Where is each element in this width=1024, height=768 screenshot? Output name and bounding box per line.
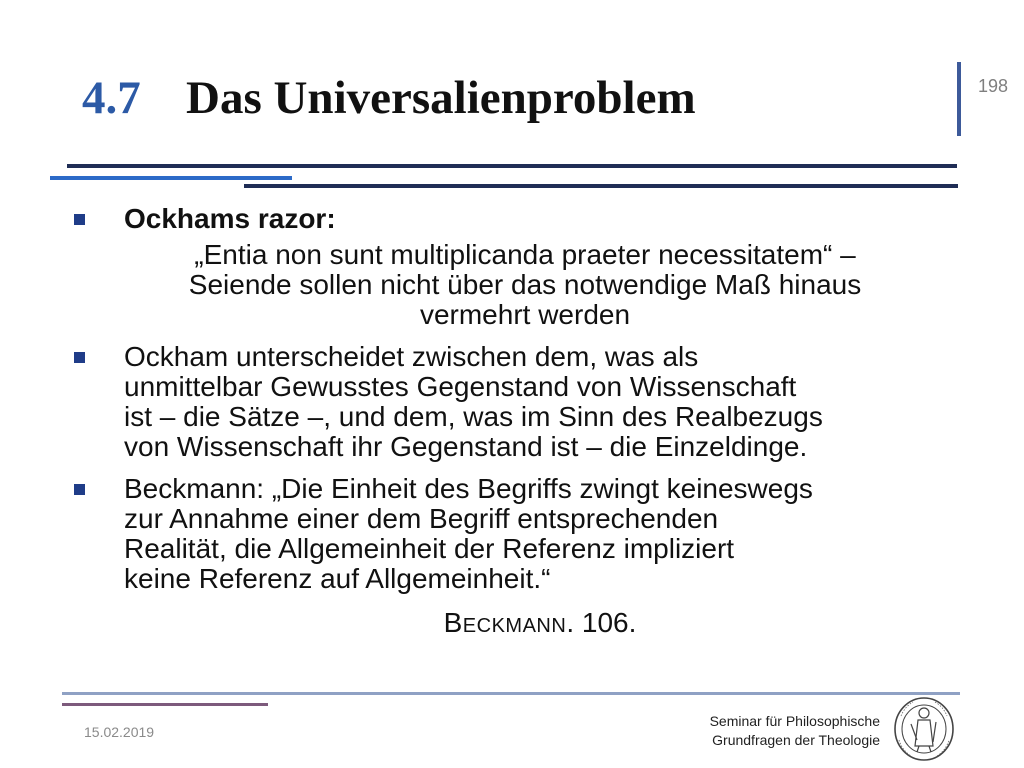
citation-page: . 106. [566, 607, 637, 638]
bullet-line: unmittelbar Gewusstes Gegenstand von Wissenschaft [124, 371, 797, 402]
quote-line: vermehrt werden [419, 299, 631, 330]
title-rule-accent [50, 176, 292, 180]
footer-date: 15.02.2019 [84, 724, 155, 740]
page-number: 198 [978, 76, 1009, 96]
title-rule-top [67, 164, 957, 168]
quote-line: Seiende sollen nicht über das notwendige Maß hinaus [188, 269, 862, 300]
razor-quote [70, 240, 950, 330]
title-rule-bottom [244, 184, 958, 188]
quote-line: „Entia non sunt multiplicanda praeter necessitatem“ – [194, 239, 856, 270]
bullet-line: Ockham unterscheidet zwischen dem, was als [124, 341, 699, 372]
section-number: 4.7 [82, 72, 141, 124]
square-bullet-icon [74, 484, 85, 495]
bullet-line: von Wissenschaft ihr Gegenstand ist – die Einzeldinge. [124, 431, 808, 462]
institution-line: Seminar für Philosophische [709, 713, 880, 729]
citation-author: Beckmann [443, 607, 567, 638]
slide-title [82, 66, 696, 130]
bullet-item [70, 474, 950, 594]
bullet-line: keine Referenz auf Allgemeinheit.“ [124, 563, 551, 594]
bullet-item [70, 204, 950, 234]
title-text: Das Universalienproblem [186, 72, 696, 124]
bullet-item [70, 342, 950, 462]
bullet-line: ist – die Sätze –, und dem, was im Sinn des Realbezugs [124, 401, 823, 432]
square-bullet-icon [74, 352, 85, 363]
university-seal-icon [893, 696, 955, 762]
title-divider [957, 62, 961, 136]
footer-rule [62, 692, 960, 695]
bullet-line: Realität, die Allgemeinheit der Referenz impliziert [124, 533, 735, 564]
bullet-heading: Ockhams razor: [124, 203, 336, 234]
citation [70, 608, 950, 638]
bullet-line: Beckmann: „Die Einheit des Begriffs zwingt keineswegs [124, 473, 813, 504]
slide-content [70, 204, 950, 638]
institution-line: Grundfragen der Theologie [712, 732, 880, 748]
footer-rule-accent [62, 703, 268, 706]
footer-institution [690, 712, 880, 750]
bullet-line: zur Annahme einer dem Begriff entsprechenden [124, 503, 719, 534]
square-bullet-icon [74, 214, 85, 225]
